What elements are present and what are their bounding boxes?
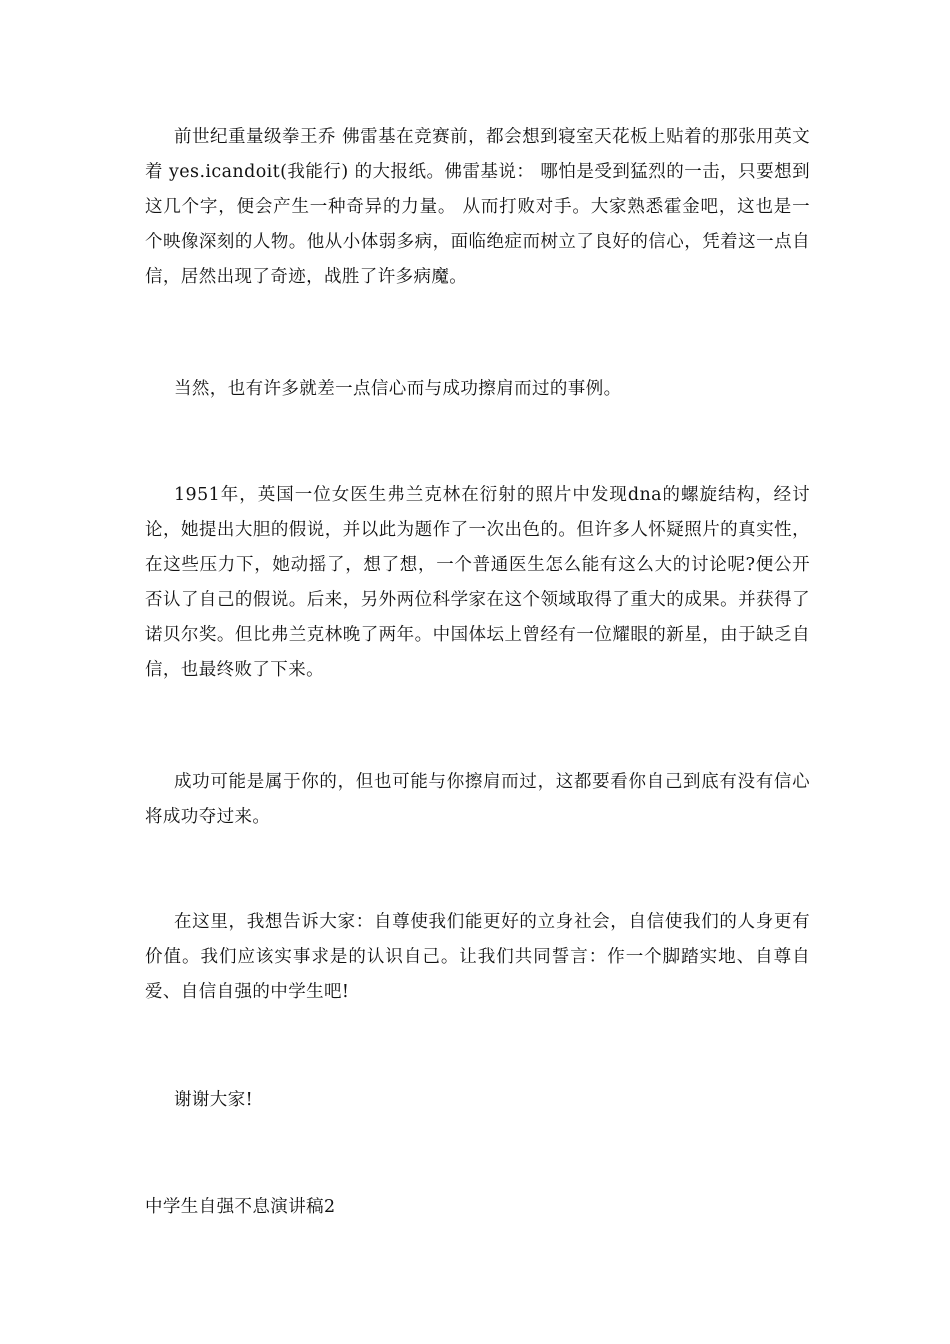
section-heading: 中学生自强不息演讲稿2 — [145, 1197, 336, 1217]
paragraph-success-confidence: 成功可能是属于你的，但也可能与你擦肩而过，这都要看你自己到底有没有信心将成功夺过来。 — [145, 772, 810, 827]
paragraph-missed-success: 当然，也有许多就差一点信心而与成功擦肩而过的事例。 — [174, 379, 622, 399]
paragraph-thanks: 谢谢大家! — [174, 1090, 254, 1110]
paragraph-boxer-story: 前世纪重量级拳王乔 佛雷基在竞赛前，都会想到寝室天花板上贴着的那张用英文着 yes.icandoit(我能行) 的大报纸。佛雷基说： 哪怕是受到猛烈的一击，只要想到这几个字，便会产生一种奇异的力量。 从而打败对手。大家熟悉霍金吧，这也是一个映像深刻的人物。他从小体弱多病，面临绝症而树立了良好的信心，凭着这一点自信，居然出现了奇迹，战胜了许多病魔。 — [145, 127, 810, 287]
paragraph-closing-appeal: 在这里，我想告诉大家：自尊使我们能更好的立身社会，自信使我们的人身更有价值。我们应该实事求是的认识自己。让我们共同誓言：作一个脚踏实地、自尊自爱、自信自强的中学生吧! — [145, 912, 810, 1002]
paragraph-franklin-story: 1951年，英国一位女医生弗兰克林在衍射的照片中发现dna的螺旋结构，经讨论，她提出大胆的假说，并以此为题作了一次出色的。但许多人怀疑照片的真实性，在这些压力下，她动摇了，想了想，一个普通医生怎么能有这么大的讨论呢?便公开否认了自己的假说。后来，另外两位科学家在这个领域取得了重大的成果。并获得了诺贝尔奖。但比弗兰克林晚了两年。中国体坛上曾经有一位耀眼的新星，由于缺乏自信，也最终败了下来。 — [145, 485, 810, 680]
